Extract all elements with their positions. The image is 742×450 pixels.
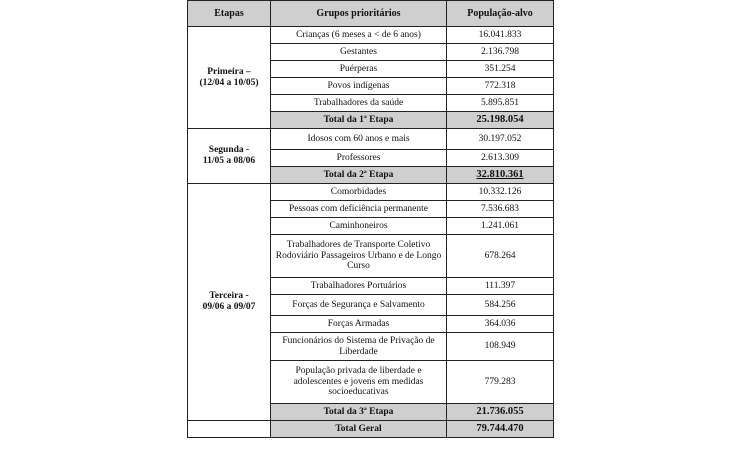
grand-total-blank [188, 421, 271, 438]
value-cell: 351.254 [447, 61, 554, 78]
header-stage: Etapas [188, 1, 271, 27]
value-cell: 5.895.851 [447, 95, 554, 112]
group-cell: Gestantes [271, 44, 447, 61]
group-cell: Funcionários do Sistema de Privação de Liberdade [271, 333, 447, 361]
header-group: Grupos prioritários [271, 1, 447, 27]
group-cell: Forças Armadas [271, 316, 447, 333]
group-cell: Trabalhadores Portuários [271, 278, 447, 295]
value-cell: 364.036 [447, 316, 554, 333]
group-cell: Puérperas [271, 61, 447, 78]
group-cell: Pessoas com deficiência permanente [271, 201, 447, 218]
value-cell: 2.613.309 [447, 150, 554, 167]
group-cell: Trabalhadores de Transporte Coletivo Rodoviário Passageiros Urbano e de Longo Curso [271, 235, 447, 278]
value-cell: 108.949 [447, 333, 554, 361]
value-cell: 111.397 [447, 278, 554, 295]
subtotal-label: Total da 2ª Etapa [271, 167, 447, 184]
value-cell: 16.041.833 [447, 27, 554, 44]
table-row [188, 184, 554, 201]
value-cell: 2.136.798 [447, 44, 554, 61]
value-cell: 772.318 [447, 78, 554, 95]
group-cell: Idosos com 60 anos e mais [271, 129, 447, 150]
subtotal-label: Total da 3ª Etapa [271, 404, 447, 421]
value-cell: 30.197.052 [447, 129, 554, 150]
value-cell: 678.264 [447, 235, 554, 278]
group-cell: Crianças (6 meses a < de 6 anos) [271, 27, 447, 44]
stage-cell [188, 27, 271, 129]
subtotal-value: 32.810.361 [447, 167, 554, 184]
table-row [188, 27, 554, 44]
vaccination-priority-table [187, 0, 554, 438]
stage-label: Primeira – (12/04 a 10/05) [199, 66, 259, 88]
group-cell: População privada de liberdade e adolescentes e jovens em medidas socioeducativas [271, 361, 447, 404]
subtotal-value: 21.736.055 [447, 404, 554, 421]
group-cell: Povos indígenas [271, 78, 447, 95]
grand-total-label: Total Geral [271, 421, 447, 438]
group-cell: Professores [271, 150, 447, 167]
value-cell: 779.283 [447, 361, 554, 404]
table-row [188, 129, 554, 150]
stage-label: Segunda - 11/05 a 08/06 [202, 145, 256, 166]
table-header-row [188, 1, 554, 27]
value-cell: 7.536.683 [447, 201, 554, 218]
group-cell: Caminhoneiros [271, 218, 447, 235]
value-cell: 10.332.126 [447, 184, 554, 201]
grand-total-row [188, 421, 554, 438]
header-population: População-alvo [447, 1, 554, 27]
stage-label: Terceira - 09/06 a 09/07 [202, 291, 256, 312]
group-cell: Trabalhadores da saúde [271, 95, 447, 112]
value-cell: 584.256 [447, 295, 554, 316]
value-cell: 1.241.061 [447, 218, 554, 235]
grand-total-value: 79.744.470 [447, 421, 554, 438]
stage-cell [188, 184, 271, 421]
subtotal-value: 25.198.054 [447, 112, 554, 129]
group-cell: Forças de Segurança e Salvamento [271, 295, 447, 316]
group-cell: Comorbidades [271, 184, 447, 201]
stage-cell [188, 129, 271, 184]
subtotal-label: Total da 1ª Etapa [271, 112, 447, 129]
